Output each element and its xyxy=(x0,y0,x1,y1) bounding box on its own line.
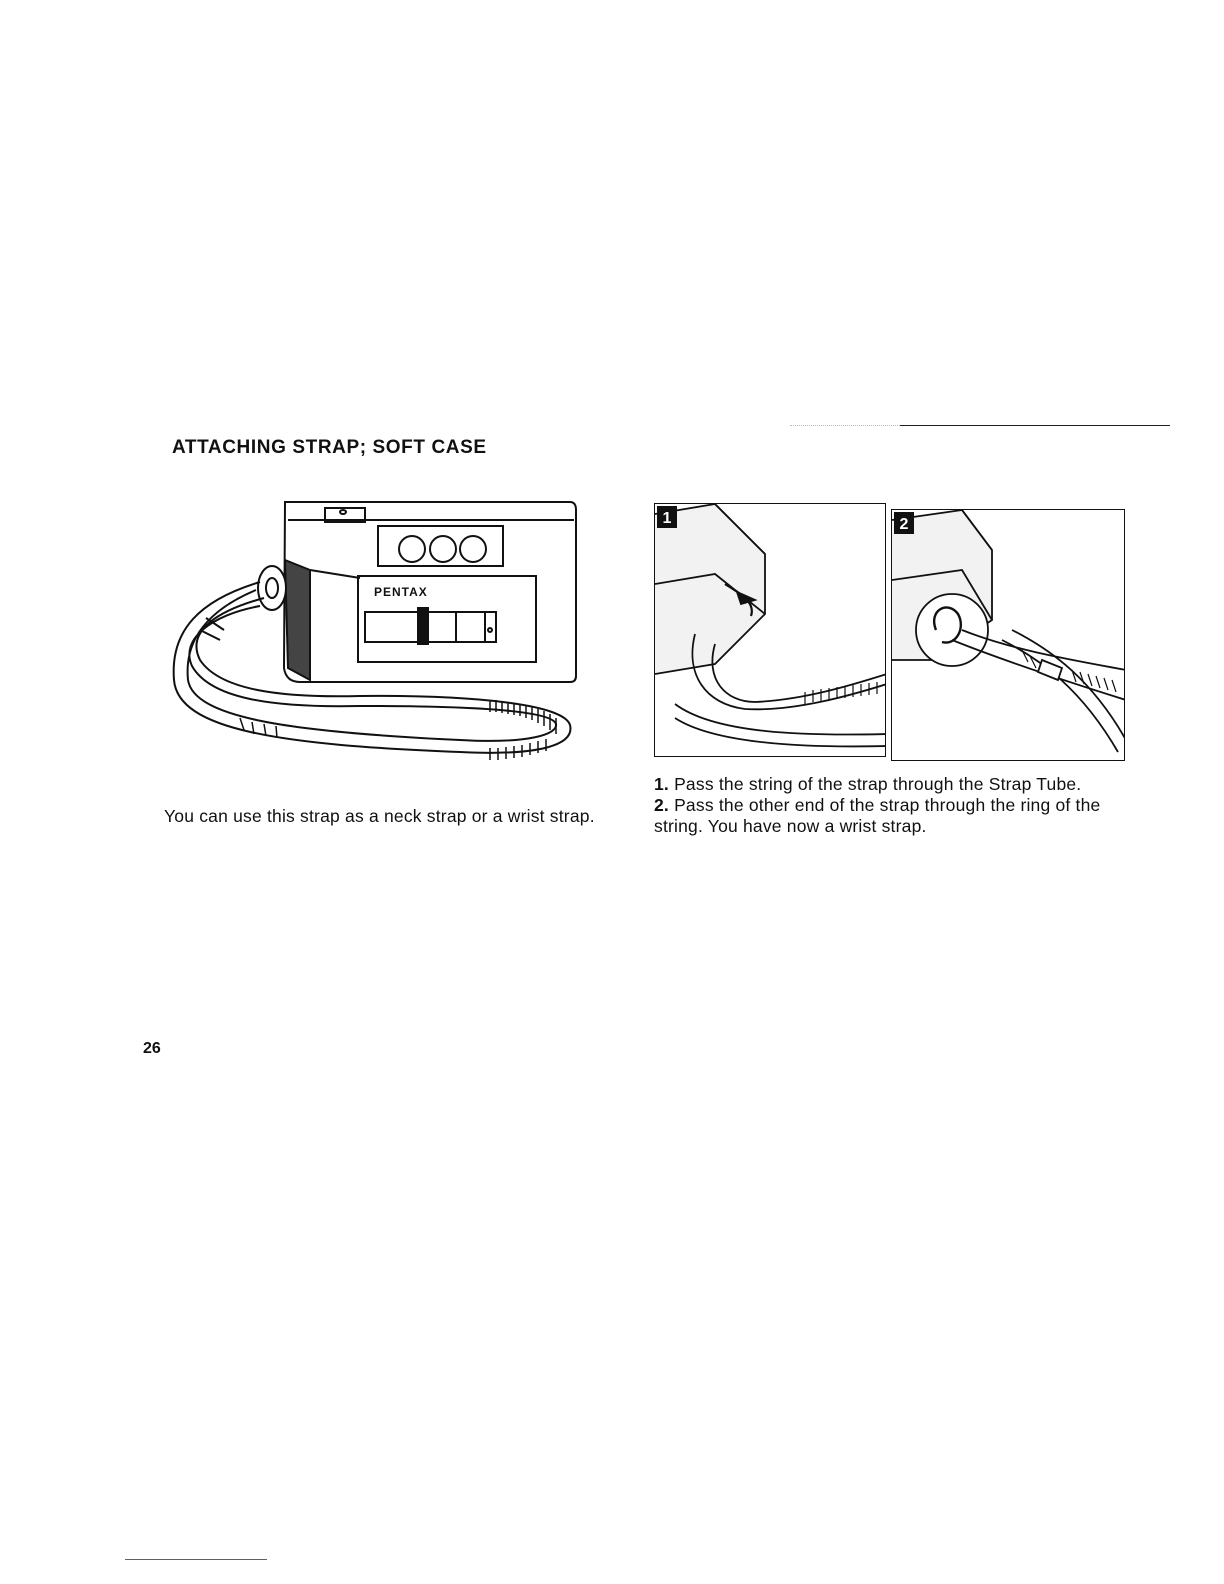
step-2-illustration xyxy=(891,509,1125,761)
section-heading: ATTACHING STRAP; SOFT CASE xyxy=(172,437,487,458)
step-2-text: Pass the other end of the strap through the ring of the string. You have now a wrist strap. xyxy=(654,795,1101,836)
step-2-number: 2. xyxy=(654,795,669,815)
footer-link-underline xyxy=(125,1559,267,1560)
step-2-drawing xyxy=(892,510,1125,761)
step-1-illustration xyxy=(654,503,886,757)
camera-strap-illustration xyxy=(160,490,580,790)
figure-caption: You can use this strap as a neck strap or a wrist strap. xyxy=(164,806,595,826)
step-1-text: Pass the string of the strap through the Strap Tube. xyxy=(674,774,1082,794)
step-1-badge: 1 xyxy=(662,510,672,527)
instruction-steps xyxy=(654,774,1104,837)
step-1-number: 1. xyxy=(654,774,669,794)
step-1 xyxy=(654,774,1104,795)
step-2 xyxy=(654,795,1104,837)
camera-brand-text: PENTAX xyxy=(374,585,428,599)
header-rule-faint xyxy=(790,425,900,426)
step-2-badge: 2 xyxy=(899,516,909,533)
step-1-drawing xyxy=(655,504,886,757)
page-number: 26 xyxy=(143,1040,161,1057)
header-rule xyxy=(900,425,1170,426)
